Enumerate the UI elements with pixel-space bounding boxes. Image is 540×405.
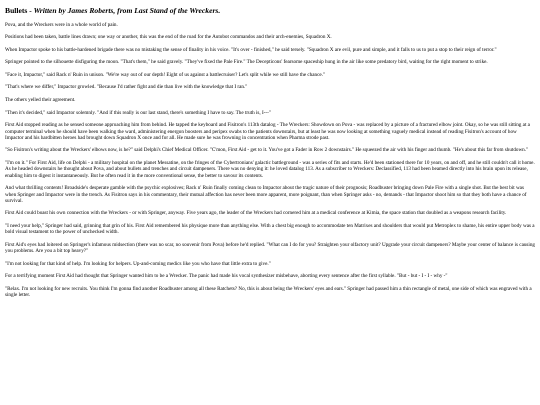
paragraph: And what thrilling contents! Broadside's desperate gamble with the psychic explosives; Rack n' Ruin finally coming clean to Impactor about the tragic nature of their prognosis; Roadbuster bringing down Pale Fire with a single shot. But the best bit was when Springer and Impactor were in the trench. As Fisitron says in his commentary, their mutual affection has never been more apparent, more poignant, than when Springer asks - no, demands - that Impactor shoot him so that they both have a chance of survival. (5, 185, 527, 204)
paragraph: First Aid's eyes had loitered on Springer's infamous midsection (there was no scar, no souvenir from Pova) before he'd replied. "What can I do for you? Straighten your olfactory unit? Upgrade your circuit dampeners? Maybe your center of balance is causing you problems. Are you a bit top heavy?" (5, 241, 535, 255)
paragraph: "I'm on it." For First Aid, life on Delphi - a military hospital on the planet Messatine, on the fringes of the Cybertronians' galactic battleground - was a series of fits and starts. He'd been stationed there for 10 years, on and off, and he still couldn't call it home. As he headed downstairs he thought about Pova, and about bullets and trenches and circuit dampeners. There was no denying it: he loved datalog 113. As a subscriber to Wreckers: Declassified, 113 had been beamed directly into his brain upon its release, enabling him to digest it instantaneously. But he often read it in the more conventional sense, the better to savour its contents. (5, 160, 535, 179)
title-label: Bullets (5, 6, 28, 15)
paragraph: "I'm not looking for that kind of help. I'm looking for helpers. Up-and-coming medics like you who have that little extra to give." (5, 260, 271, 267)
paragraph: "Face it, Impactor," said Rack n' Ruin in unison. "We're way out of our depth! Eight of us against a battlecruiser? Let's split while we still have the chance." (5, 71, 326, 78)
title-byline: Written by James Roberts, from Last Stand of the Wreckers. (33, 6, 221, 15)
paragraph: "That's where we differ," Impactor growled. "Because I'd rather fight and die than live with the knowledge that I ran." (5, 84, 248, 91)
document-page (5, 6, 535, 305)
paragraph: First Aid stopped reading as he sensed someone approaching him from behind. He tapped the keyboard and Fisitron's 113th datalog - The Wreckers: Showdown on Pova - was replaced by a picture of a fractured elbow joint. Okay, so he was still sitting at a computer terminal when he should have been walking the ward, administering energon boosters and peripex swabs to the patients downstairs, but at least he was now looking at something vaguely medical instead of reading Fisitron's account of how Impactor and his hardbitten heroes had brought down Squadron X once and for all. He made sure he was frowning in concentration when Pharma strode past. (5, 122, 530, 141)
title-separator: - (27, 6, 34, 15)
paragraph: Pova, and the Wreckers were in a whole world of pain. (5, 21, 118, 28)
paragraph: When Impactor spoke to his battle-hardened brigade there was no mistaking the sense of finality in his voice. "It's over - finished," he said tersely. "Squadron X are evil, pure and simple, and it falls to us to put a stop to their reign of terror." (5, 46, 497, 53)
paragraph: "I need your help," Springer had said, grinning that grin of his. First Aid remembered his physique more than anything else. With a chest big enough to accommodate ten Matrixes and shoulders that would put Metroplex to shame, his entire upper body was a bold visual testament to the power of unchecked width. (5, 223, 535, 236)
paragraph: "So Fisitron's writing about the Wreckers' elbows now, is he?" said Delphi's Chief Medical Officer. "C'mon, First Aid - get to it. You've got a Fader in Row 2 downstairs." He squeezed the air with his finger and thumb. "He's about this far from shutdown." (5, 147, 529, 154)
document-title (5, 6, 535, 15)
paragraph: The others yelled their agreement. (5, 97, 76, 104)
paragraph: "Relax. I'm not looking for new recruits. You think I'm gonna find another Roadbuster among all these Ratchets? No, this is about being the Wreckers' eyes and ears." Springer had passed him a thin rectangle of metal, one side of which was engraved with a single letter. (5, 285, 532, 299)
paragraph: Positions had been taken, battle lines drawn; one way or another, this was the end of the road for the Autobot commandos and their arch-enemies, Squadron X. (5, 34, 332, 41)
paragraph: Springer pointed to the silhouette disfiguring the moon. "That's them," he said gravely. "They've fixed the Pale Fire." The Decepticons' fearsome spaceship hung in the air like some predatory bird, waiting for the right moment to strike. (5, 59, 488, 66)
paragraph: First Aid could boast his own connection with the Wreckers - or with Springer, anyway. Five years ago, the leader of the Wreckers had cornered him at a medical conference at Kimia, the space station that doubled as a weapons research facility. (5, 210, 507, 217)
paragraph: "Then it's decided," said Impactor solemnly. "And if this really is our last stand, there's something I have to say. The truth is, I---" (5, 109, 271, 116)
paragraph: For a terrifying moment First Aid had thought that Springer wanted him to be a Wrecker. The panic had made his vocal synthesizer misbehave, aborting every sentence after the first syllable. "But - but - I - I - why -" (5, 273, 448, 280)
